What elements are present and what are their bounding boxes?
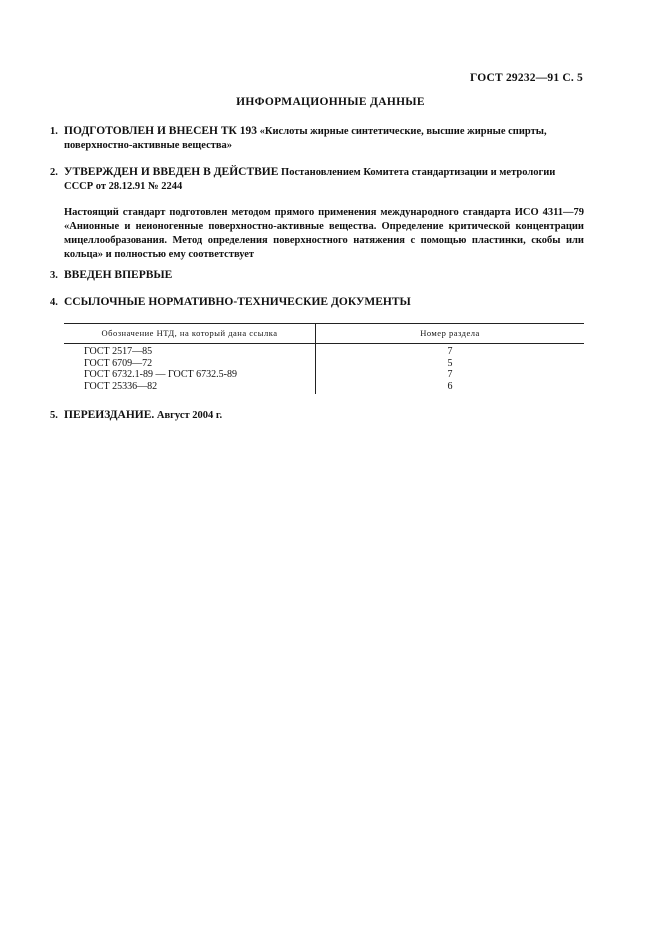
standard-note-paragraph: Настоящий стандарт подготовлен методом прямого применения международного стандарта ИСО 4311—79 «Анионные и неионогенные поверхностно-активные вещества. Определение критической концентрации мицеллообразования. Метод определения поверхностного натяжения с помощью пластинки, скобы или кольца» и полностью ему соответствует [64,207,584,260]
table-row [64,344,584,358]
section-number-cell: 6 [447,380,453,392]
document-cell: ГОСТ 6732.1-89 — ГОСТ 6732.5-89 [64,369,316,381]
section-heading: УТВЕРЖДЕН И ВВЕДЕН В ДЕЙСТВИЕ [64,166,279,178]
section-text: Август 2004 г. [154,410,223,421]
section-number-cell: 5 [447,357,453,369]
section-number-cell: 7 [447,369,453,380]
section-number: 5. [50,410,58,421]
section-number: 3. [50,270,58,281]
section-text-continued: СССР от 28.12.91 № 2244 [64,181,183,192]
column-header-document: Обозначение НТД, на который дана ссылка [64,324,316,344]
section-number-cell: 7 [447,346,453,357]
column-header-section: Номер раздела [316,324,585,344]
table-row [64,358,584,370]
document-cell: ГОСТ 2517—85 [64,344,316,358]
section-5 [50,408,584,423]
section-number: 1. [50,126,58,137]
table-row [64,369,584,381]
document-cell: ГОСТ 25336—82 [64,381,316,395]
section-text: «Кислоты жирные синтетические, высшие жирные спирты, [257,126,547,137]
reference-documents-table [64,323,584,394]
section-2 [50,165,584,194]
section-heading: ССЫЛОЧНЫЕ НОРМАТИВНО-ТЕХНИЧЕСКИЕ ДОКУМЕНТЫ [64,296,411,308]
section-heading: ПЕРЕИЗДАНИЕ. [64,409,155,421]
section-number: 4. [50,297,58,308]
document-cell: ГОСТ 6709—72 [64,358,316,370]
section-text: Постановлением Комитета стандартизации и метрологии [278,167,556,178]
section-heading: ВВЕДЕН ВПЕРВЫЕ [64,269,173,281]
page-title: ИНФОРМАЦИОННЫЕ ДАННЫЕ [236,96,425,108]
section-text-continued: поверхностно-активные вещества» [64,140,233,151]
table-row [64,381,584,395]
page-header: ГОСТ 29232—91 С. 5 [470,72,583,84]
section-4 [50,295,584,310]
section-heading: ПОДГОТОВЛЕН И ВНЕСЕН ТК 193 [64,125,257,137]
section-number: 2. [50,167,58,178]
table-header-row [64,324,584,344]
section-1 [50,124,584,153]
section-3 [50,268,584,283]
